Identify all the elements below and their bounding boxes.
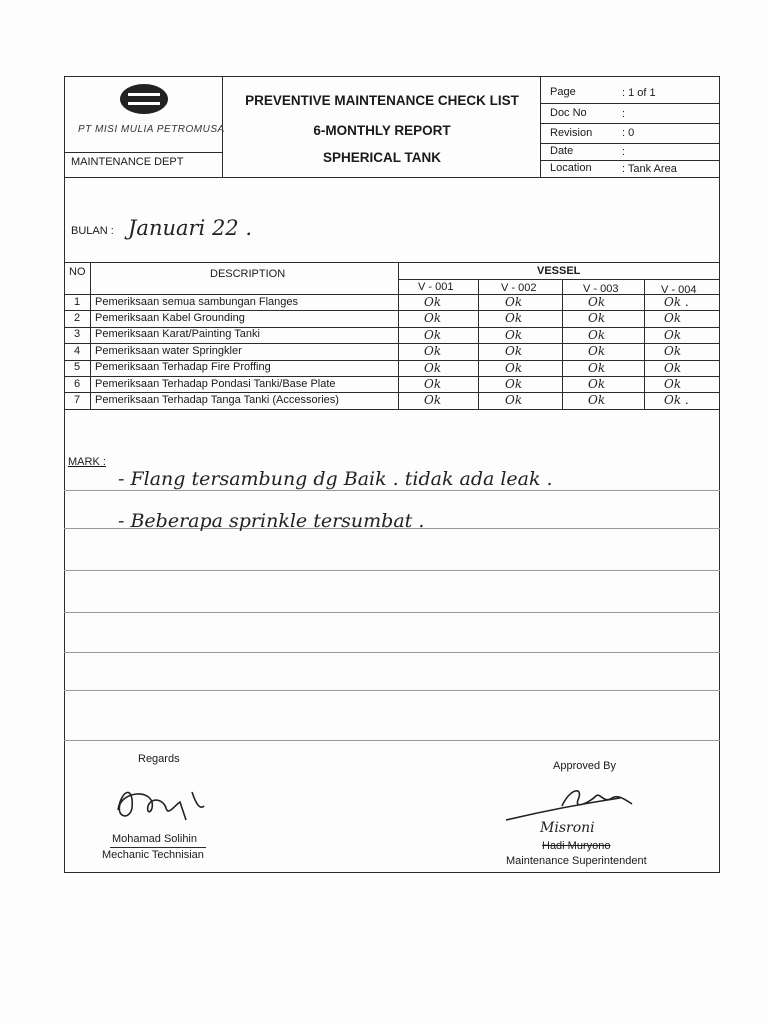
row-number: 5 xyxy=(74,361,81,374)
remark-line-1: - Flang tersambung dg Baik . tidak ada leak . xyxy=(118,468,553,490)
row-check-v4: Ok xyxy=(664,327,682,342)
row-check-v1: Ok xyxy=(424,295,442,309)
col-vessel-4: V - 004 xyxy=(661,284,697,296)
meta-revision-label: Revision xyxy=(550,127,593,139)
row-check-v3: Ok xyxy=(588,360,606,375)
row-number: 4 xyxy=(74,344,81,357)
row-check-v2: Ok xyxy=(505,393,523,408)
month-label: BULAN : xyxy=(71,225,114,237)
approved-label: Approved By xyxy=(553,760,616,772)
meta-page-value: : 1 of 1 xyxy=(622,87,656,99)
remark-line-2: - Beberapa sprinkle tersumbat . xyxy=(118,510,425,532)
meta-line-2 xyxy=(540,123,720,124)
meta-docno-value: : xyxy=(622,108,626,120)
month-value: Januari 22 . xyxy=(128,216,253,240)
department: MAINTENANCE DEPT xyxy=(71,156,184,168)
doc-subject: SPHERICAL TANK xyxy=(322,150,441,165)
row-check-v3: Ok xyxy=(588,295,606,309)
row-number: 3 xyxy=(74,328,81,341)
row-check-v1: Ok xyxy=(424,393,442,408)
row-check-v2: Ok xyxy=(505,327,523,342)
remark-rule xyxy=(64,612,720,613)
remark-rule xyxy=(64,740,720,741)
row-number: 1 xyxy=(74,295,81,308)
col-vessel-1: V - 001 xyxy=(418,281,454,293)
row-check-v2: Ok xyxy=(505,344,523,359)
row-check-v1: Ok xyxy=(424,311,442,326)
right-handwritten-name: Misroni xyxy=(540,820,595,836)
remark-rule xyxy=(64,690,720,691)
row-description: Pemeriksaan Terhadap Pondasi Tanki/Base Plate xyxy=(95,377,336,390)
row-check-v3: Ok xyxy=(588,311,606,326)
row-description: Pemeriksaan Terhadap Fire Proffing xyxy=(95,361,271,374)
row-check-v1: Ok xyxy=(424,360,442,375)
company-name: PT MISI MULIA PETROMUSA xyxy=(78,124,225,135)
row-check-v2: Ok xyxy=(505,311,523,326)
meta-location-label: Location xyxy=(550,162,592,174)
table-bottom-border xyxy=(64,409,720,410)
row-check-v2: Ok xyxy=(505,295,523,309)
row-check-v4: Ok . xyxy=(664,393,689,408)
meta-line-3 xyxy=(540,143,720,144)
col-desc-divider xyxy=(398,262,399,409)
row-check-v1: Ok xyxy=(424,327,442,342)
meta-line-1 xyxy=(540,103,720,104)
meta-revision-value: : 0 xyxy=(622,127,635,139)
left-signer-role: Mechanic Technisian xyxy=(102,849,204,861)
company-logo xyxy=(120,84,168,114)
row-check-v2: Ok xyxy=(505,377,523,391)
col-no-divider xyxy=(90,262,91,409)
vessel-header-line xyxy=(398,279,720,280)
doc-subtitle: 6-MONTHLY REPORT xyxy=(313,123,451,138)
meta-line-4 xyxy=(540,160,720,161)
header-divider-right xyxy=(540,76,541,177)
row-check-v4: Ok xyxy=(664,344,682,359)
remarks-label: MARK : xyxy=(68,456,106,468)
row-check-v3: Ok xyxy=(588,377,606,391)
meta-docno-label: Doc No xyxy=(550,107,587,119)
row-number: 2 xyxy=(74,311,81,324)
right-signer-role: Maintenance Superintendent xyxy=(506,855,647,867)
row-check-v2: Ok xyxy=(505,360,523,375)
row-check-v4: Ok xyxy=(664,360,682,375)
row-description: Pemeriksaan semua sambungan Flanges xyxy=(95,295,299,308)
row-description: Pemeriksaan Karat/Painting Tanki xyxy=(95,328,260,341)
meta-location-value: : Tank Area xyxy=(622,163,677,175)
left-signer-name: Mohamad Solihin xyxy=(112,833,197,845)
doc-title: PREVENTIVE MAINTENANCE CHECK LIST xyxy=(245,93,519,108)
left-name-underline xyxy=(110,847,206,848)
row-check-v1: Ok xyxy=(424,344,442,359)
row-description: Pemeriksaan water Springkler xyxy=(95,344,242,357)
row-check-v3: Ok xyxy=(588,344,606,359)
remark-rule xyxy=(64,570,720,571)
remark-rule xyxy=(64,652,720,653)
meta-date-label: Date xyxy=(550,145,574,157)
col-no-header: NO xyxy=(69,266,86,278)
col-vessel-header: VESSEL xyxy=(537,265,581,277)
meta-page-label: Page xyxy=(550,86,576,98)
left-signature xyxy=(108,780,208,826)
remark-rule xyxy=(64,490,720,491)
row-check-v3: Ok xyxy=(588,393,606,408)
row-description: Pemeriksaan Terhadap Tanga Tanki (Accessories) xyxy=(95,393,339,406)
meta-date-value: : xyxy=(622,146,626,158)
row-check-v1: Ok xyxy=(424,377,442,391)
dept-divider xyxy=(64,152,222,153)
row-check-v4: Ok xyxy=(664,311,682,326)
header-bottom-border xyxy=(64,177,720,178)
regards-label: Regards xyxy=(138,753,180,765)
row-check-v3: Ok xyxy=(588,327,606,342)
row-check-v4: Ok . xyxy=(664,295,689,309)
col-desc-header: DESCRIPTION xyxy=(210,268,286,280)
row-check-v4: Ok xyxy=(664,377,682,391)
row-description: Pemeriksaan Kabel Grounding xyxy=(95,311,245,324)
table-top-border xyxy=(64,262,720,263)
row-number: 6 xyxy=(74,377,81,390)
col-vessel-3: V - 003 xyxy=(583,283,619,295)
row-number: 7 xyxy=(74,393,81,406)
right-signer-name: Hadi Muryono xyxy=(542,840,611,852)
col-vessel-2: V - 002 xyxy=(501,282,537,294)
